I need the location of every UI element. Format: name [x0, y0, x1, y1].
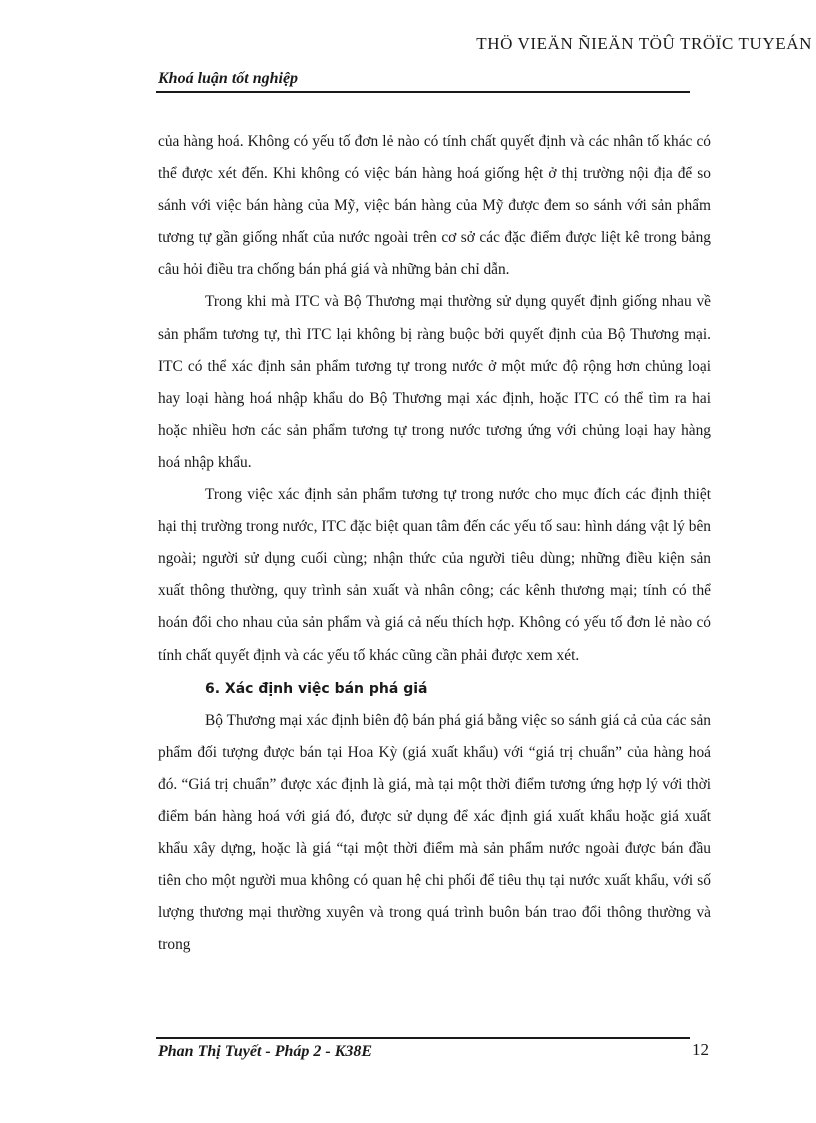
- document-body: [158, 126, 711, 961]
- section-heading: 6. Xác định việc bán phá giá: [205, 680, 428, 697]
- paragraph-itc-factors: Trong việc xác định sản phẩm tương tự trong nước cho mục đích các định thiệt hại thị trường trong nước, ITC đặc biệt quan tâm đến các yếu tố sau: hình dáng vật lý bên ngoài; người sử dụng cuối cùng; nhận thức của người tiêu dùng; những điều kiện sản xuất thông thường, quy trình sản xuất và nhân công; các kênh thương mại; tính có thể hoán đổi cho nhau của sản phẩm và giá cả nếu thích hợp. Không có yếu tố đơn lẻ nào có tính chất quyết định và các yếu tố khác cũng cần phải được xem xét.: [158, 486, 711, 664]
- paragraph-dumping-determination: Bộ Thương mại xác định biên độ bán phá giá bằng việc so sánh giá cả của các sản phẩm đối tượng được bán tại Hoa Kỳ (giá xuất khẩu) với “giá trị chuẩn” của hàng hoá đó. “Giá trị chuẩn” được xác định là giá, mà tại một thời điểm tương ứng hợp lý với thời điểm bán hàng hoá với giá đó, được sử dụng để xác định giá xuất khẩu hoặc giá xuất khẩu xây dựng, hoặc là giá “tại một thời điểm mà sản phẩm nước ngoài được bán đầu tiên cho một người mua không có quan hệ chi phối để tiêu thụ tại nước xuất khẩu, với số lượng thương mại thường xuyên và trong quá trình buôn bán trao đổi thông thường và trong: [158, 711, 711, 954]
- watermark-text: THÖ VIEÄN ÑIEÄN TÖÛ TRÖÏC TUYEÁN: [476, 34, 812, 53]
- header-divider: [156, 91, 690, 93]
- paragraph-itc-like-product: Trong khi mà ITC và Bộ Thương mại thường sử dụng quyết định giống nhau về sản phẩm tương tự, thì ITC lại không bị ràng buộc bởi quyết định của Bộ Thương mại. ITC có thể xác định sản phẩm tương tự trong nước ở một mức độ rộng hơn chủng loại hay loại hàng hoá nhập khẩu do Bộ Thương mại xác định, hoặc ITC có thể tìm ra hai hoặc nhiều hơn các sản phẩm tương tự trong nước tương ứng với chủng loại hay hàng hoá nhập khẩu.: [158, 293, 711, 471]
- footer-author: Phan Thị Tuyết - Pháp 2 - K38E: [158, 1043, 373, 1060]
- footer-divider: [156, 1037, 690, 1039]
- header-title: Khoá luận tốt nghiệp: [158, 70, 299, 87]
- paragraph-continuation: của hàng hoá. Không có yếu tố đơn lẻ nào có tính chất quyết định và các nhân tố khác có thể được xét đến. Khi không có việc bán hàng hoá giống hệt ở thị trường nội địa để so sánh với việc bán hàng của Mỹ, việc bán hàng của Mỹ được đem so sánh với sản phẩm tương tự gần giống nhất của nước ngoài trên cơ sở các đặc điểm được liệt kê trong bảng câu hỏi điều tra chống bán phá giá và những bản chỉ dẫn.: [158, 133, 711, 279]
- page-number: 12: [692, 1040, 709, 1059]
